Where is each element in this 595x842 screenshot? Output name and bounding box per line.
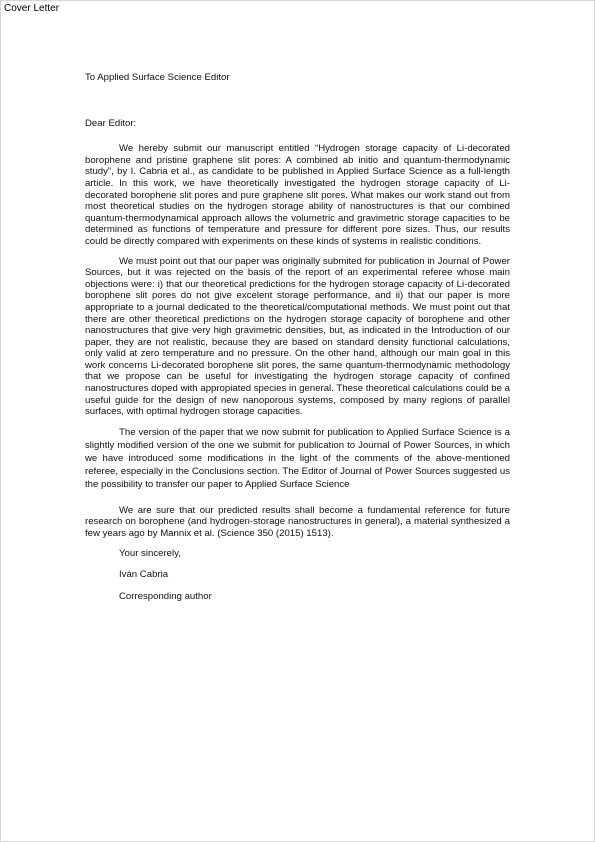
salutation: Dear Editor: (85, 117, 137, 129)
author-role: Corresponding author (119, 590, 212, 602)
paragraph-4: We are sure that our predicted results shall become a fundamental reference for future research on borophene (and hydrogen-storage nanostructures in general), a material synthesized a few years ago by Mannix et al. (Science 350 (2015) 1513). (85, 504, 510, 540)
document-label: Cover Letter (4, 3, 60, 14)
paragraph-1: We hereby submit our manuscript entitled “Hydrogen storage capacity of Li-decorated borophene and pristine graphene slit pores: A combined ab initio and quantum-thermodynamic study”, by I. Cabria et al., as candidate to be published in Applied Surface Science as a full-length article. In this work, we have theoretically investigated the hydrogen storage capacity of Li-decorated borophene slit pores and pure graphene slit pores. What makes our work stand out from most theoretical studies on the hydrogen storage ability of nanostructures is that our combined quantum-thermodynamical approach allows the volumetric and gravimetric storage capacities to be determined as functions of temperature and pressure for different pore sizes. Thus, our results could be directly compared with experiments on these kinds of systems in realistic conditions. (85, 143, 510, 247)
paragraph-3: The version of the paper that we now submit for publication to Applied Surface Science is a slightly modified version of the one we submit for publication to Journal of Power Sources, in which we have introduced some modifications in the light of the comments of the above-mentioned referee, especially in the Conclusions section. The Editor of Journal of Power Sources suggested us the possibility to transfer our paper to Applied Surface Science (85, 426, 510, 490)
recipient-line: To Applied Surface Science Editor (85, 72, 230, 83)
signature-block (119, 548, 510, 603)
closing-line: Your sincerely, (119, 547, 181, 559)
letter-body (85, 66, 510, 612)
paragraph-2: We must point out that our paper was originally submited for publication in Journal of Power Sources, but it was rejected on the basis of the report of an experimental referee whose main objections were: i) that our theoretical predictions for the hydrogen storage capacity of Li-decorated borophene slit pores do not give excelent storage performance, and ii) that our paper is more appropriate to a journal dedicated to the theoretical/computational methods. We must point out that there are other theoretical predictions on the hydrogen storage capacity of borophene and other nanostructures that give very high gravimetric densities, but, as indicated in the Introduction of our paper, they are not realistic, because they are based on standard density functional calculations, only valid at zero temperature and no pressure. On the other hand, although our main goal in this work concerns Li-decorated borophene slit pores, the same quantum-thermodynamic methodology that we propose can be useful for investigating the hydrogen storage capacity of confined nanostructures doped with appropiated species in general. These theoretical calculations could be a useful guide for the design of new nanoporous systems, composed by many regions of parallel surfaces, with optimal hydrogen storage capacities. (85, 255, 510, 418)
author-name: Iván Cabria (119, 569, 169, 581)
